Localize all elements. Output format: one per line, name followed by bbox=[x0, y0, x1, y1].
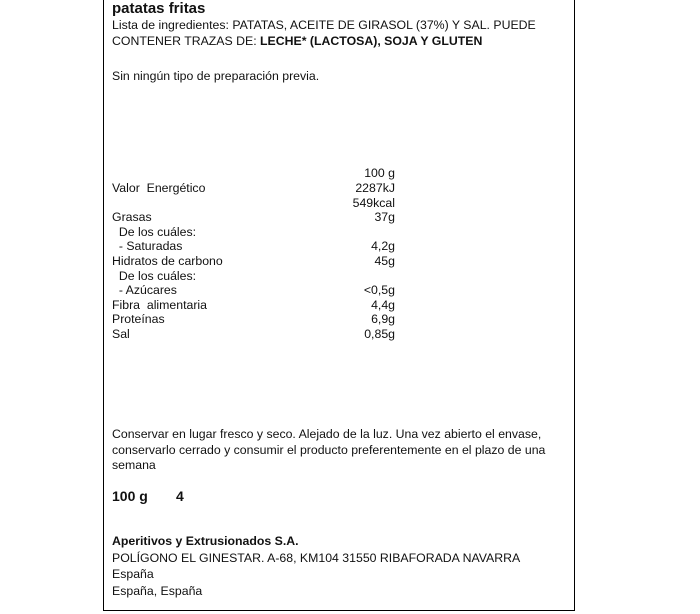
nutrition-row-label: De los cuáles: bbox=[112, 268, 197, 283]
company-address: POLÍGONO EL GINESTAR. A-68, KM104 31550 RIBAFORADA NAVARRA bbox=[112, 551, 521, 565]
product-sheet bbox=[103, 0, 575, 611]
storage-line-3: semana bbox=[112, 458, 156, 472]
ingredients-line-1: Lista de ingredientes: PATATAS, ACEITE DE GIRASOL (37%) Y SAL. PUEDE bbox=[112, 18, 536, 32]
company-country: España bbox=[112, 567, 154, 581]
nutrition-row-value: 37g bbox=[374, 210, 395, 225]
origin-text: España, España bbox=[112, 584, 203, 598]
net-weight: 100 g bbox=[112, 488, 148, 504]
nutrition-row-value: 45g bbox=[374, 254, 395, 268]
ingredients-plain: CONTENER TRAZAS DE: bbox=[112, 34, 261, 48]
nutrition-row-label: Grasas bbox=[112, 210, 152, 225]
nutrition-row-value: 4,2g bbox=[371, 239, 395, 254]
nutrition-row-value: 549kcal bbox=[352, 195, 395, 210]
nutrition-row-label: Hidratos de carbono bbox=[112, 254, 223, 268]
storage-line-2: conservarlo cerrado y consumir el producto preferentemente en el plazo de una bbox=[112, 443, 546, 457]
nutrition-row-label: Proteínas bbox=[112, 312, 165, 327]
nutrition-row-value: 4,4g bbox=[371, 297, 395, 312]
nutrition-row-value: 2287kJ bbox=[355, 181, 395, 195]
nutrition-row-value: <0,5g bbox=[363, 283, 395, 298]
nutrition-row-label: Sal bbox=[112, 327, 130, 341]
nutrition-row-label: De los cuáles: bbox=[112, 224, 197, 239]
nutrition-row-value: 6,9g bbox=[371, 312, 395, 327]
nutrition-row-label: - Azúcares bbox=[112, 283, 177, 298]
nutrition-row-label: - Saturadas bbox=[112, 239, 183, 254]
company-name: Aperitivos y Extrusionados S.A. bbox=[112, 534, 299, 548]
nutrition-row-value: 0,85g bbox=[364, 327, 395, 341]
ingredients-allergens: LECHE* (LACTOSA), SOJA Y GLUTEN bbox=[260, 34, 483, 48]
storage-line-1: Conservar en lugar fresco y seco. Alejado de la luz. Una vez abierto el envase, bbox=[112, 427, 542, 441]
ingredients-line-2 bbox=[112, 34, 482, 49]
preparation-text: Sin ningún tipo de preparación previa. bbox=[112, 69, 320, 83]
nutrition-row-label: Valor Energético bbox=[112, 181, 206, 195]
net-weight-extra: 4 bbox=[176, 488, 184, 504]
nutrition-row-label: Fibra alimentaria bbox=[112, 297, 207, 312]
nutrition-column-header: 100 g bbox=[364, 166, 395, 180]
product-title: patatas fritas bbox=[112, 0, 206, 17]
